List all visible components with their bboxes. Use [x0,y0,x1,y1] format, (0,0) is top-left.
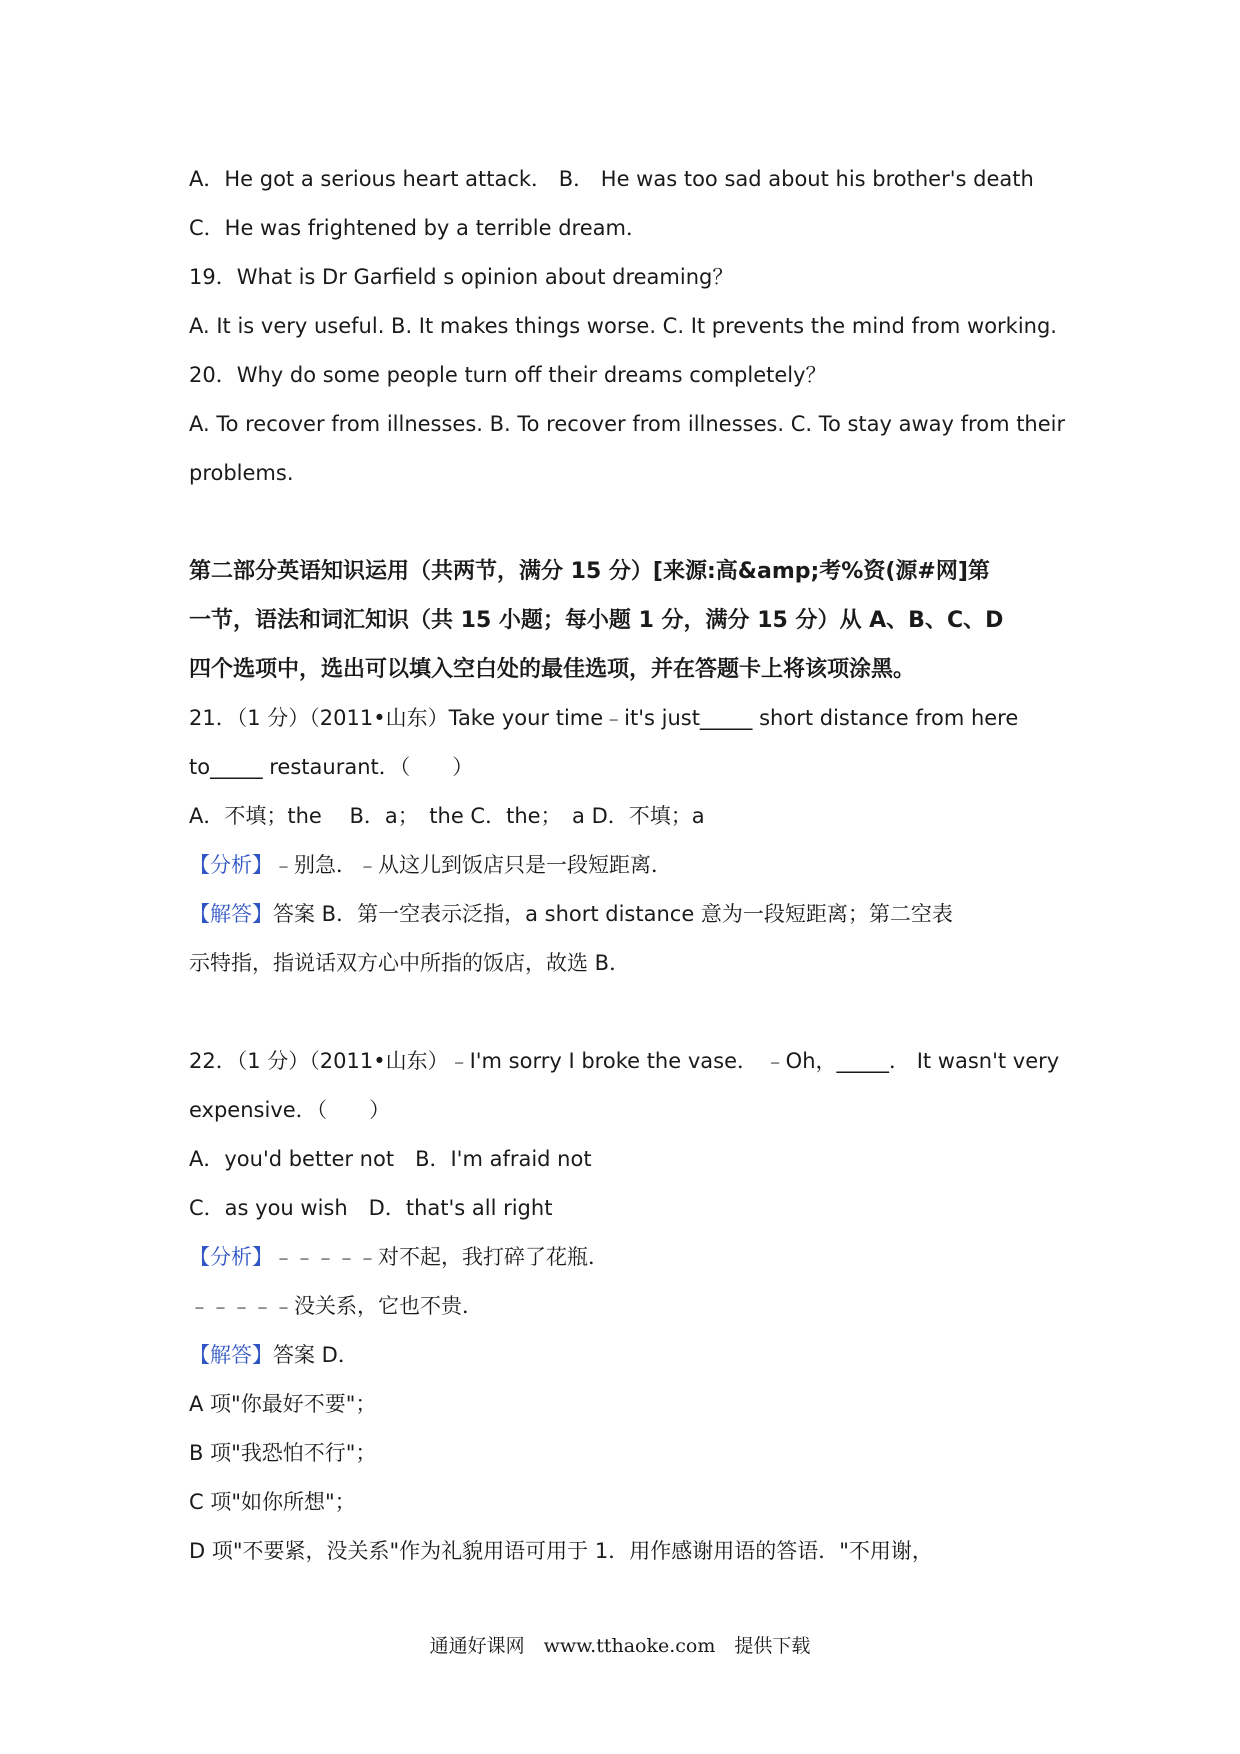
analysis-text: ﹣﹣﹣﹣﹣对不起，我打碎了花瓶． [273,1245,609,1269]
answer-tag: 【解答】 [189,902,273,926]
analysis-tag: 【分析】 [189,1245,273,1269]
q21-question: 21．（1 分）（2011•山东）Take your time﹣it's just_____ short distance from here [189,706,1019,730]
q21-question-cont: to_____ restaurant．（ ） [189,755,474,779]
answer-text: 答案 D． [273,1343,359,1367]
q22-question-cont: expensive．（ ） [189,1098,391,1122]
q18-option-c: C．He was frightened by a terrible dream． [189,216,647,240]
section-heading-line-3: 四个选项中，选出可以填入空白处的最佳选项，并在答题卡上将该项涂黑。 [189,657,916,682]
q21-answer [189,890,1065,939]
q22-options-cd: C．as you wish D．that's all right [189,1196,553,1220]
q21-analysis [189,841,1065,890]
q20-options: A. To recover from illnesses. B. To recover from illnesses. C. To stay away from their [189,412,1065,436]
paragraph-gap [189,988,1065,1037]
paragraph-gap [189,498,1065,547]
q22-note-b: B 项"我恐怕不行"； [189,1441,377,1465]
q22-options-ab: A．you'd better not B．I'm afraid not [189,1147,592,1171]
analysis-text: ﹣别急．﹣从这儿到饭店只是一段短距离． [273,853,672,877]
q21-answer-cont: 示特指，指说话双方心中所指的饭店，故选 B． [189,951,631,975]
q18-options-ab: A．He got a serious heart attack． B． He was too sad about his brother's death [189,167,1034,191]
q20-question: 20．Why do some people turn off their dreams completely？ [189,363,827,387]
q22-analysis-cont: ﹣﹣﹣﹣﹣没关系，它也不贵． [189,1294,483,1318]
answer-text: 答案 B．第一空表示泛指，a short distance 意为一段短距离；第二空表 [273,902,953,926]
section-heading-line-1: 第二部分英语知识运用（共两节，满分 15 分）[来源:高&amp;考%资(源#网]第 [189,559,990,584]
q22-note-a: A 项"你最好不要"； [189,1392,377,1416]
q22-note-c: C 项"如你所想"； [189,1490,356,1514]
analysis-tag: 【分析】 [189,853,273,877]
q19-question: 19．What is Dr Garfield s opinion about dreaming？ [189,265,734,289]
q22-analysis [189,1233,1065,1282]
q19-options: A. It is very useful. B. It makes things worse. C. It prevents the mind from working. [189,314,1057,338]
q20-options-cont: problems. [189,461,294,485]
page-footer: 通通好课网 www.tthaoke.com 提供下载 [429,1635,811,1657]
q22-answer [189,1331,1065,1380]
q22-note-d: D 项"不要紧，没关系"作为礼貌用语可用于 1．用作感谢用语的答语．"不用谢， [189,1539,933,1563]
q22-question: 22．（1 分）（2011•山东）﹣I'm sorry I broke the vase． ﹣Oh，_____． It wasn't very [189,1049,1060,1073]
q21-options: A．不填；the B．a； the C．the； a D．不填；a [189,804,705,828]
document-body [189,155,1065,1576]
section-heading-line-2: 一节，语法和词汇知识（共 15 小题；每小题 1 分，满分 15 分）从 A、B、C、D [189,608,1004,633]
answer-tag: 【解答】 [189,1343,273,1367]
